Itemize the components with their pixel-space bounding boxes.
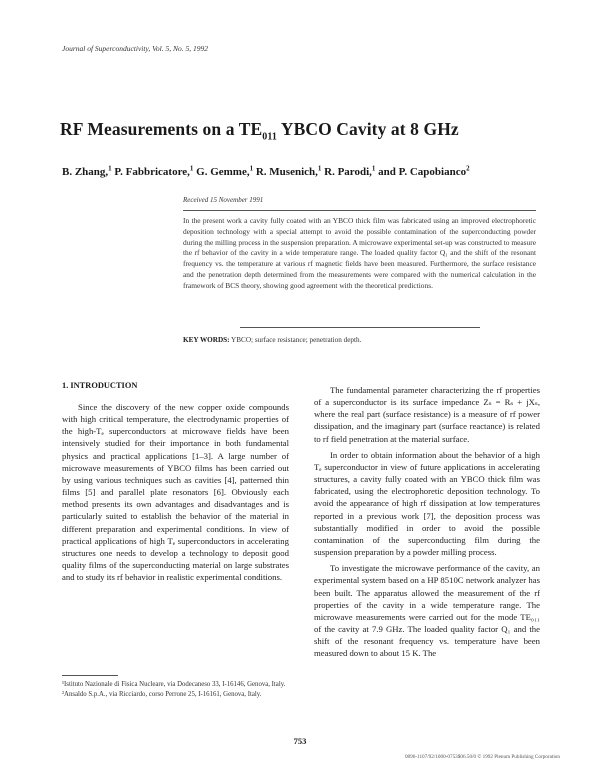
right-column — [314, 384, 540, 659]
abstract-top-rule — [183, 210, 536, 211]
author-list — [62, 164, 542, 178]
footnote: ²Ansaldo S.p.A., via Ricciardo, corso Perrone 25, I-16161, Genova, Italy. — [62, 691, 262, 699]
author: and P. Capobianco$^2$ — [378, 164, 470, 178]
title-subscript: 011 — [262, 131, 278, 143]
paper-title — [60, 119, 540, 143]
footnote-rule — [62, 675, 118, 676]
section-heading: 1. INTRODUCTION — [62, 381, 138, 390]
footnotes — [62, 680, 292, 701]
abstract-bottom-rule — [240, 327, 480, 328]
page-number: 753 — [293, 736, 307, 746]
journal-citation: Journal of Superconductivity, Vol. 5, No. 5, 1992 — [62, 44, 208, 53]
copyright-code: 0896-1107/92/1000-0753$06.50/0 © 1992 Plenum Publishing Corporation — [404, 754, 560, 760]
author: P. Fabbricatore,$^1$ — [114, 164, 194, 178]
footnote: ¹Istituto Nazionale di Fisica Nucleare, via Dodecaneso 33, I-16146, Genova, Italy. — [62, 681, 286, 688]
paragraph: In order to obtain information about the behavior of a high Tₑ superconductor in view of future applications in accelerating structures, a cavity fully coated with an YBCO thick film was fabricated, using the electrophoretic deposition technology. To avoid the appearance of high rf dissipation at low temperatures reported in a previous work [7], the deposition process was substantially modified in order to avoid the possible contamination of the superconducting film during the suspension preparation by a powder milling process. — [314, 449, 540, 558]
title-part2: YBCO Cavity at 8 GHz — [277, 119, 459, 139]
keywords — [183, 336, 536, 344]
keywords-text: YBCO; surface resistance; penetration depth. — [229, 336, 362, 344]
author: R. Musenich,$^1$ — [255, 164, 322, 178]
left-column — [62, 401, 289, 583]
received-date: Received 15 November 1991 — [183, 196, 264, 204]
keywords-label: KEY WORDS: — [183, 336, 230, 344]
paragraph: To investigate the microwave performance of the cavity, an experimental system based on a HP 8510C network analyzer has been built. The apparatus allowed the measurement of the rf properties of the cavity in a wide temperature range. The microwave measurements were carried out for the mode TE₀₁₁ of the cavity at 7.9 GHz. The loaded quality factor Q₁ and the shift of the resonant frequency vs. temperature have been measured down to about 15 K. The — [314, 563, 540, 659]
author: B. Zhang,$^1$ — [62, 164, 112, 178]
author: R. Parodi,$^1$ — [324, 164, 376, 178]
author: G. Gemme,$^1$ — [196, 164, 254, 178]
paragraph: The fundamental parameter characterizing the rf properties of a superconductor is its surface impedance Zₛ = Rₛ + jXₛ, where the real part (surface resistance) is a measure of rf power dissipation, and the imaginary part (surface reactance) is related to rf field penetration at the material surface. — [314, 385, 540, 444]
paragraph: Since the discovery of the new copper oxide compounds with high critical temperature, the electrodynamic properties of the high-Tₑ superconductors at microwave fields have been intensively studied for their importance in both fundamental physics and practical applications [1–3]. A large number of microwave measurements of YBCO films has been carried out by using various techniques such as cavities [4], patterned thin films [5] and parallel plate resonators [6]. Obviously each method presents its own advantages and disadvantages and is particularly suited to establish the behavior of the material in different preparation and experimental conditions. In view of practical applications of high Tₑ superconductors in accelerating structures one needs to develop a technology to deposit good quality films of the superconducting material on large substrates and to study its rf behavior in realistic experimental conditions. — [62, 402, 289, 583]
title-part1: RF Measurements on a TE — [60, 119, 263, 139]
abstract: In the present work a cavity fully coated with an YBCO thick film was fabricated using an improved electrophoretic deposition technology with a special attempt to avoid the possible contamination of the superconducting powder during the milling process in the suspension preparation. A microwave experimental set-up was constructed to measure the rf behavior of the cavity in a wide temperature range. The loaded quality factor Q₁ and the shift of the resonant frequency vs. the temperature at various rf magnetic fields have been measured. Furthermore, the surface resistance and the penetration depth determined from the measurements were compared with the numerical calculation in the framework of BCS theory, showing good agreement with the theoretical predictions. — [183, 216, 536, 290]
